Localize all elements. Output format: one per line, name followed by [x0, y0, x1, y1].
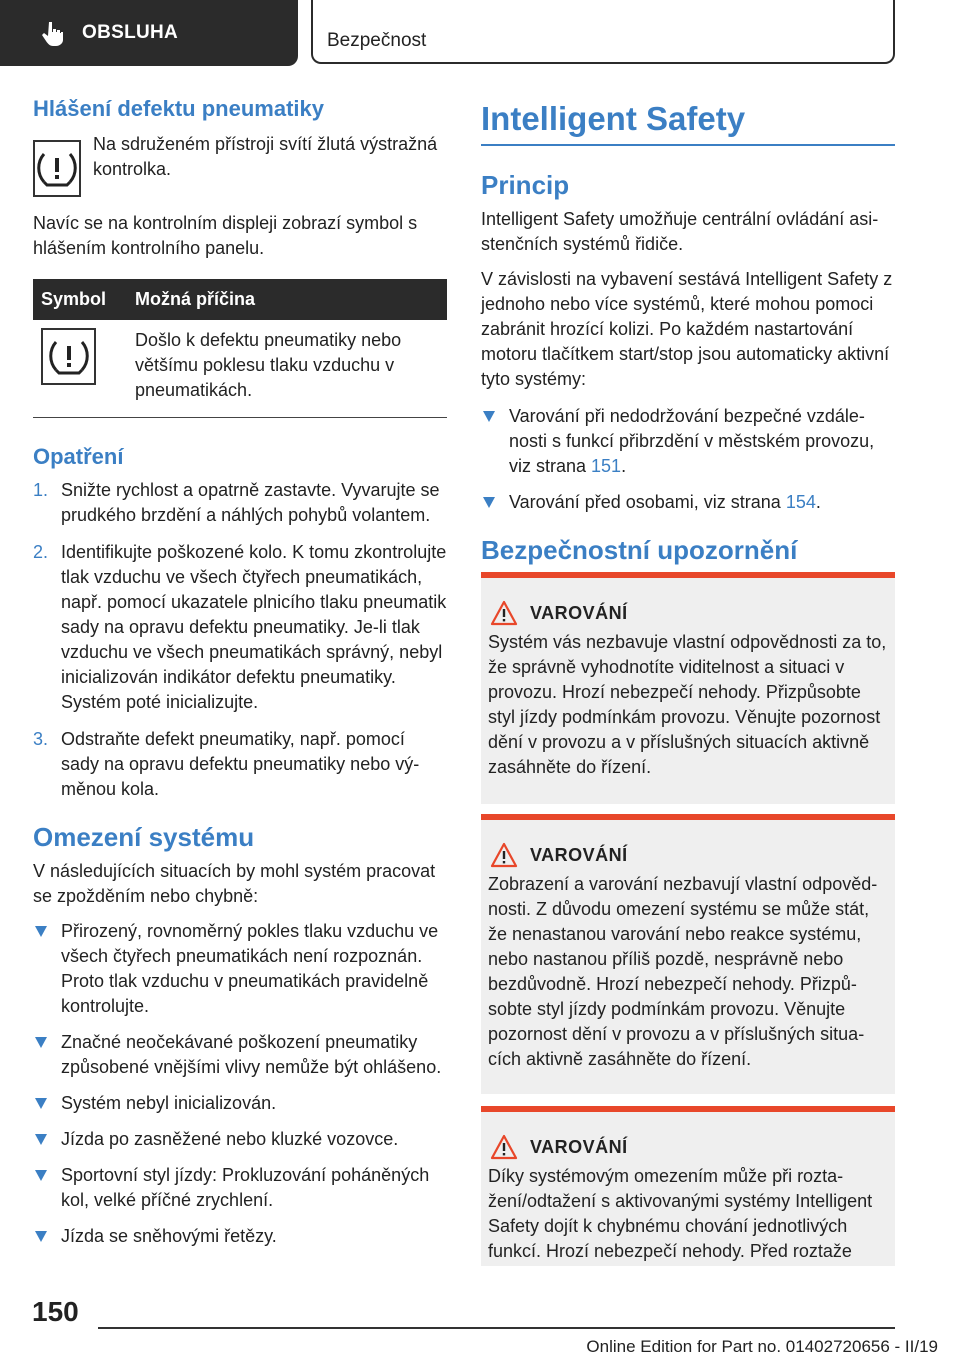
step-text: Identifikujte poškozené kolo. K tomu zkontrolujte tlak vzduchu ve všech čtyřech pneumatikách, např. pomocí ukazatele plnicího tlaku pneumatik sady na opravu defektu pneumatiky. Je-li tlak vzduchu ve všech pneumatikách správný, nebyl inicializován indikátor defektu pneumatiky. Systém poté inicializujte.: [61, 542, 447, 712]
page-link-154[interactable]: 154: [785, 492, 816, 512]
item-end: .: [815, 492, 821, 512]
limit-text: Jízda po zasněžené nebo kluzké vozovce.: [61, 1129, 399, 1149]
display-text: Navíc se na kontrolním displeji zobrazí symbol s hlášením kontrolního panelu.: [33, 213, 418, 258]
list-item: [33, 540, 447, 715]
section-tab[interactable]: [0, 0, 298, 66]
limit-text: Značné neočekávané poškození pneumatiky způsobené vnějšími vlivy nemůže být ohlášeno.: [61, 1032, 442, 1077]
tire-warning-icon-box: [33, 140, 81, 197]
list-item: [33, 1163, 447, 1213]
symbol-table: [33, 279, 447, 418]
cause-cell: Došlo k defektu pneumatiky nebo většímu poklesu tlaku vzduchu v pneumatikách.: [135, 330, 402, 400]
list-item: [33, 727, 447, 802]
heading-rule: [481, 144, 895, 146]
list-item: [33, 478, 447, 528]
measures-heading: Opatření: [33, 444, 124, 469]
left-column: [33, 96, 447, 1260]
indicator-block: [33, 132, 447, 197]
triangle-bullet-icon: [483, 497, 495, 508]
limit-text: Sportovní styl jízdy: Prokluzování poháněných kol, velké příčné zrychlení.: [61, 1165, 430, 1210]
limit-text: Přirozený, rovnoměrný pokles tlaku vzduchu ve všech čtyřech pneumatikách není rozpoznán. Proto tlak vzduchu v pneumatikách pravidelně kontrolujte.: [61, 921, 439, 1016]
edition-text: Online Edition for Part no. 01402720656 - II/19: [586, 1337, 938, 1356]
tire-pressure-warning-icon: [47, 338, 91, 376]
table-row: [33, 320, 447, 418]
page-link-151[interactable]: 151: [591, 456, 622, 476]
warning-label: VAROVÁNÍ: [530, 602, 628, 623]
warning-header: [490, 1134, 888, 1160]
step-text: Odstraňte defekt pneumatiky, např. pomocí sady na opravu defektu pneumatiky nebo výměnou kola.: [61, 729, 420, 799]
step-number: 2.: [33, 542, 49, 562]
list-item: [33, 919, 447, 1019]
section-tab-label: OBSLUHA: [82, 22, 179, 43]
list-item: [481, 490, 895, 515]
step-number: 1.: [33, 480, 49, 500]
warning-box-3: [481, 1106, 895, 1266]
item-text: Varování při nedodržování bezpečné vzdálenosti s funkcí přibrzdění v městském provozu, viz strana: [509, 406, 875, 476]
list-item: [481, 404, 895, 479]
limit-text: Jízda se sněhovými řetězy.: [61, 1226, 277, 1246]
warning-text: Systém vás nezbavuje vlastní odpovědnosti za to, že správně vyhodnotíte viditelnost a situaci v provozu. Hrozí nebezpečí nehody. Přizpůsobte styl jízdy podmínkám provozu. Věnujte pozornost dění v provozu a v příslušných situacích aktivně zasáhněte do řízení.: [488, 632, 887, 777]
chapter-tab-label: Bezpečnost: [327, 30, 427, 51]
chapter-tab[interactable]: [311, 0, 895, 64]
symbol-column-header: Symbol: [33, 279, 127, 320]
tire-warning-icon-box: [41, 328, 96, 385]
tire-pressure-warning-icon: [35, 150, 79, 188]
warning-box-1: [481, 572, 895, 804]
triangle-bullet-icon: [35, 1098, 47, 1109]
warning-triangle-icon: [490, 842, 518, 868]
cause-column-header: Možná příčina: [127, 279, 447, 320]
warning-box-2: [481, 814, 895, 1094]
step-number: 3.: [33, 729, 49, 749]
list-item: [33, 1030, 447, 1080]
list-item: [33, 1127, 447, 1152]
item-end: .: [621, 456, 627, 476]
warning-label: VAROVÁNÍ: [530, 1136, 628, 1157]
warning-triangle-icon: [490, 600, 518, 626]
symbol-table-header: [33, 279, 447, 320]
limit-text: Systém nebyl inicializován.: [61, 1093, 277, 1113]
triangle-bullet-icon: [35, 1037, 47, 1048]
principle-heading: Princip: [481, 170, 570, 200]
limits-heading: Omezení systému: [33, 822, 255, 852]
limits-list: [33, 919, 447, 1249]
triangle-bullet-icon: [35, 926, 47, 937]
measures-list: [33, 478, 447, 802]
principle-list: [481, 404, 895, 515]
list-item: [33, 1091, 447, 1116]
item-text: Varování před osobami, viz strana: [509, 492, 786, 512]
warning-text: Díky systémovým omezením může při roztažení/odtažení s aktivovanými systémy Intelligent Safety dojít k chybnému chování jednotlivých funkcí. Hrozí nebezpečí nehody. Před roztaže: [488, 1166, 873, 1261]
footer-rule: [98, 1327, 895, 1329]
triangle-bullet-icon: [35, 1170, 47, 1181]
page-header: [0, 0, 960, 66]
tire-defect-heading: Hlášení defektu pneumatiky: [33, 96, 324, 121]
safety-notes-heading: Bezpečnostní upozornění: [481, 535, 798, 565]
warning-label: VAROVÁNÍ: [530, 844, 628, 865]
warning-triangle-icon: [490, 1134, 518, 1160]
principle-p2: V závislosti na vybavení sestává Intelligent Safety z jednoho nebo více systémů, které mohou pomoci zabránit hrozící kolizi. Po každém nastartování motoru tlačítkem start/stop jsou automaticky aktivní tyto systémy:: [481, 269, 893, 389]
triangle-bullet-icon: [483, 411, 495, 422]
step-text: Snižte rychlost a opatrně zastavte. Vyvarujte se prudkého brzdění a náhlých pohybů volantem.: [61, 480, 440, 525]
list-item: [33, 1224, 447, 1249]
hand-pointer-icon: [40, 20, 66, 46]
warning-header: [490, 842, 888, 868]
limits-intro: V následujících situacích by mohl systém pracovat se zpožděním nebo chybně:: [33, 861, 436, 906]
principle-p1: Intelligent Safety umožňuje centrální ovládání asistenčních systémů řidiče.: [481, 209, 879, 254]
warning-text: Zobrazení a varování nezbavují vlastní odpovědnosti. Z důvodu omezení systému se může stát, že nenastanou varování nebo reakce systému, nebo nastanou příliš pozdě, nesprávně nebo bezdůvodně. Hrozí nebezpečí nehody. Přizpůsobte styl jízdy podmínkám provozu. Věnujte pozornost dění v provozu a v příslušných situacích aktivně zasáhněte do řízení.: [488, 874, 878, 1069]
page-number: 150: [32, 1296, 79, 1327]
warning-header: [490, 600, 888, 626]
indicator-text: Na sdruženém přístroji svítí žlutá výstražná kontrolka.: [93, 134, 438, 179]
triangle-bullet-icon: [35, 1231, 47, 1242]
right-column: [481, 100, 895, 566]
symbol-cell: [33, 320, 127, 418]
triangle-bullet-icon: [35, 1134, 47, 1145]
intelligent-safety-heading: Intelligent Safety: [481, 100, 746, 137]
